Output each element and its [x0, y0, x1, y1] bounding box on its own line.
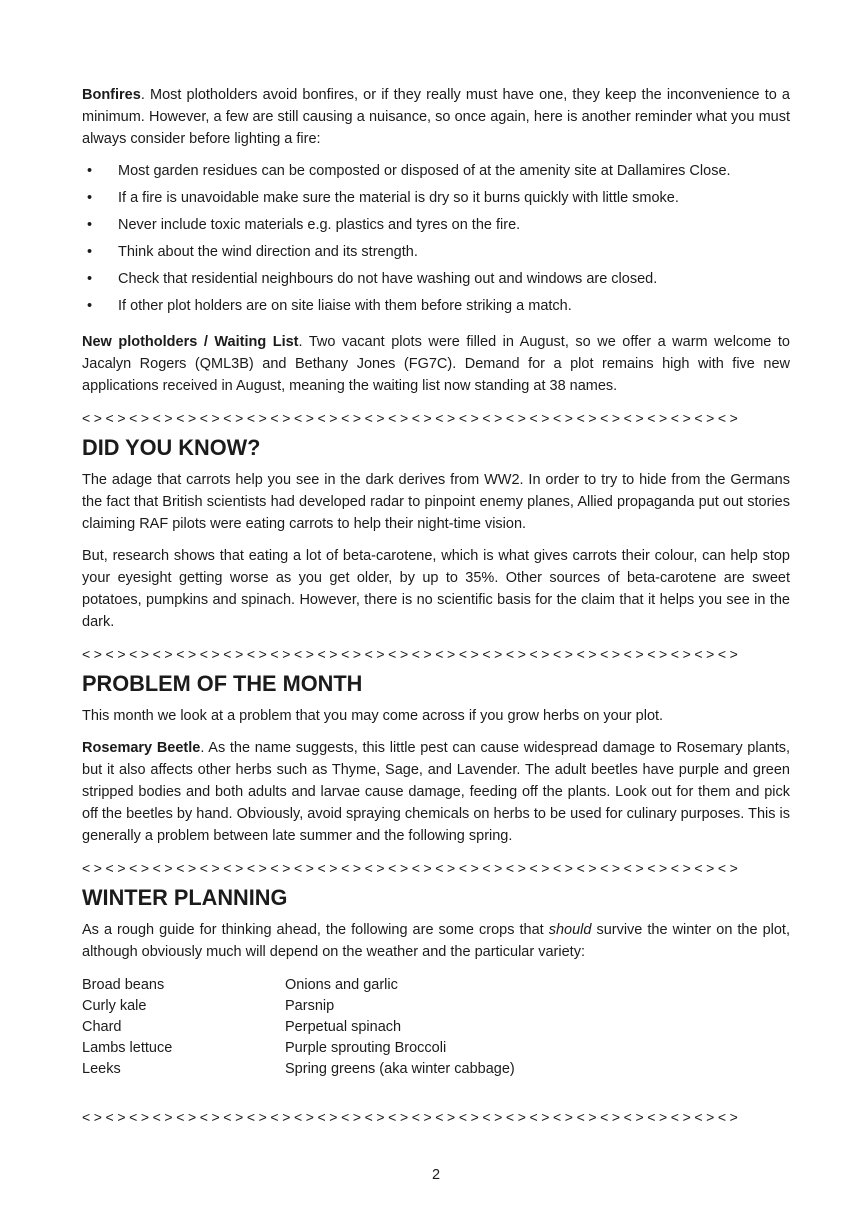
bullet-item — [82, 268, 790, 290]
bonfires-bullet-list — [82, 160, 790, 317]
problem-of-month-intro: This month we look at a problem that you may come across if you grow herbs on your plot. — [82, 708, 664, 724]
bullet-text: If other plot holders are on site liaise with them before striking a match. — [118, 298, 572, 314]
crop-item: Broad beans — [82, 977, 165, 993]
bullet-icon: • — [87, 271, 93, 287]
bullet-text: If a fire is unavoidable make sure the material is dry so it burns quickly with little smoke. — [118, 190, 679, 206]
winter-crops-column-2 — [285, 975, 515, 1080]
bullet-text: Most garden residues can be composted or disposed of at the amenity site at Dallamires Close. — [118, 163, 731, 179]
bullet-item — [82, 187, 790, 209]
bonfires-paragraph: Bonfires. Most plotholders avoid bonfires, or if they really must have one, they keep the inconvenience to a minimum. However, a few are still causing a nuisance, so once again, here is another reminder what you must always consider before lighting a fire: — [82, 87, 790, 147]
did-you-know-paragraph-1: The adage that carrots help you see in the dark derives from WW2. In order to try to hide from the Germans the fact that British scientists had developed radar to pinpoint enemy planes, Allied propaganda put out stories claiming RAF pilots were eating carrots to help their night-time vision. — [82, 472, 790, 532]
rosemary-beetle-paragraph: Rosemary Beetle. As the name suggests, this little pest can cause widespread damage to Rosemary plants, but it also affects other herbs such as Thyme, Sage, and Lavender. The adult beetles have purple and green stripped bodies and both adults and larvae cause damage, feeding off the plants. Look out for them and pick off the beetles by hand. Obviously, avoid spraying chemicals on herbs to be used for culinary purposes. This is generally a problem between late summer and the following spring. — [82, 740, 791, 844]
bullet-icon: • — [87, 244, 93, 260]
crop-item: Chard — [82, 1019, 122, 1035]
page-number: 2 — [431, 1167, 441, 1183]
crop-item: Parsnip — [285, 998, 335, 1014]
did-you-know-paragraph-2: But, research shows that eating a lot of beta-carotene, which is what gives carrots their colour, can help stop your eyesight getting worse as you get older, by up to 35%. Other sources of beta-carotene are sweet potatoes, pumpkins and spinach. However, there is no scientific basis for the claim that it helps you see in the dark. — [82, 548, 790, 630]
section-divider: <><><><><><><><><><><><><><><><><><><><><><><><><><><><> — [82, 646, 742, 662]
bullet-icon: • — [87, 190, 93, 206]
crop-item: Curly kale — [82, 998, 147, 1014]
crop-item: Lambs lettuce — [82, 1040, 173, 1056]
did-you-know-heading: DID YOU KNOW? — [82, 435, 261, 460]
bullet-item — [82, 241, 790, 263]
bullet-icon: • — [87, 163, 93, 179]
winter-crops-column-1 — [82, 975, 285, 1080]
bullet-item — [82, 295, 790, 317]
new-plotholders-paragraph: New plotholders / Waiting List. Two vacant plots were filled in August, so we offer a warm welcome to Jacalyn Rogers (QML3B) and Bethany Jones (FG7C). Demand for a plot remains high with five new applications received in August, meaning the waiting list now standing at 38 names. — [82, 334, 790, 394]
crop-item: Onions and garlic — [285, 977, 398, 993]
crop-item: Purple sprouting Broccoli — [285, 1040, 447, 1056]
crop-item: Leeks — [82, 1061, 121, 1077]
bullet-text: Never include toxic materials e.g. plastics and tyres on the fire. — [118, 217, 521, 233]
bullet-item — [82, 160, 790, 182]
winter-planning-heading: WINTER PLANNING — [82, 885, 288, 910]
bullet-icon: • — [87, 217, 93, 233]
section-divider: <><><><><><><><><><><><><><><><><><><><><><><><><><><><> — [82, 410, 742, 426]
winter-planning-paragraph: As a rough guide for thinking ahead, the following are some crops that should survive the winter on the plot, although obviously much will depend on the weather and the particular variety: — [82, 922, 790, 960]
crop-item: Perpetual spinach — [285, 1019, 402, 1035]
bullet-icon: • — [87, 298, 93, 314]
section-divider: <><><><><><><><><><><><><><><><><><><><><><><><><><><><> — [82, 1109, 742, 1125]
section-divider: <><><><><><><><><><><><><><><><><><><><><><><><><><><><> — [82, 860, 742, 876]
problem-of-month-heading: PROBLEM OF THE MONTH — [82, 671, 363, 696]
winter-crops-table — [82, 975, 790, 1080]
bullet-text: Check that residential neighbours do not have washing out and windows are closed. — [118, 271, 658, 287]
bullet-item — [82, 214, 790, 236]
bullet-text: Think about the wind direction and its strength. — [118, 244, 418, 260]
crop-item: Spring greens (aka winter cabbage) — [285, 1061, 515, 1077]
